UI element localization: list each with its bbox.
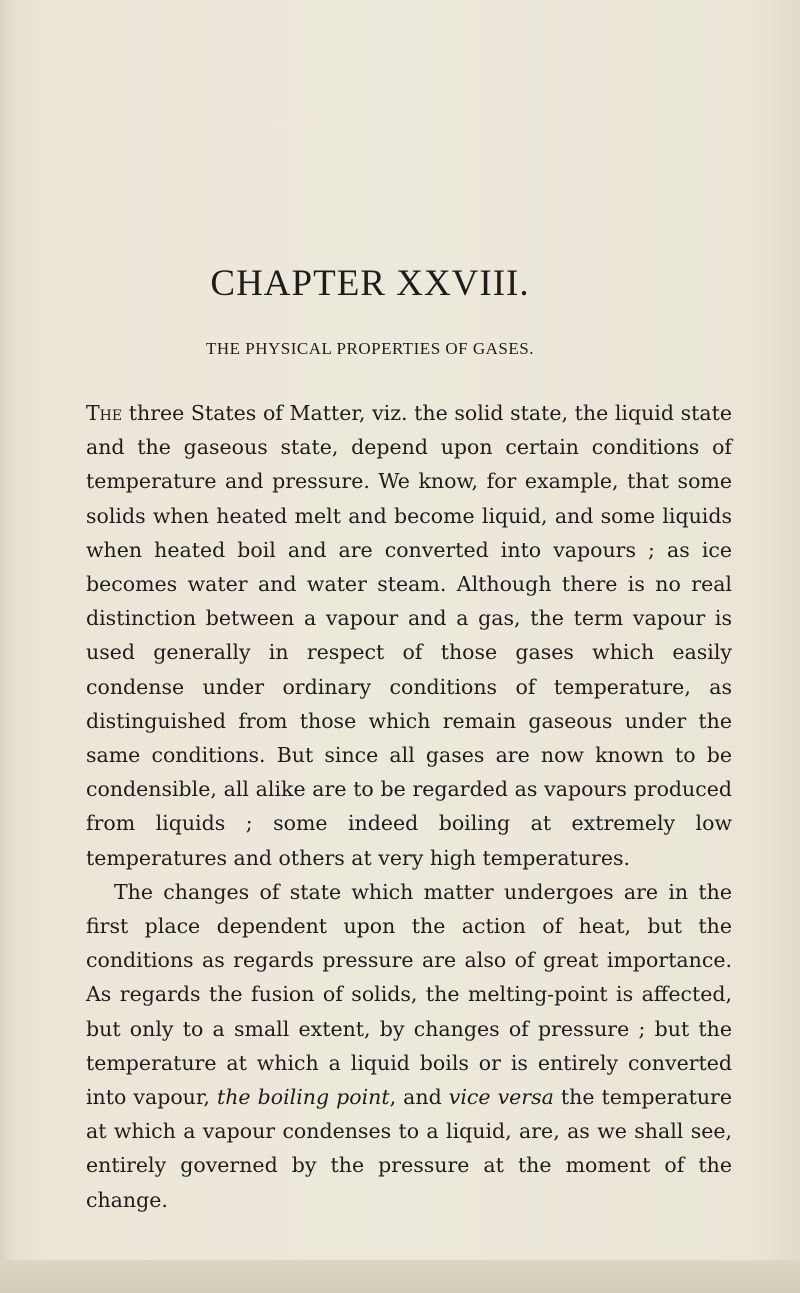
paragraph-1 <box>86 396 732 875</box>
paragraph-text: The changes of state which matter undergoes are in the first place dependent upon the action of heat, but the conditions as regards pressure are also of great importance. As regards the fusion of solids, the melting-point is affected, but only to a small extent, by changes of pressure ; but the temperature at which a liquid boils or is entirely converted into vapour, <box>86 879 732 1110</box>
chapter-subtitle: THE PHYSICAL PROPERTIES OF GASES. <box>206 339 534 358</box>
paragraph-opening-word: The <box>86 401 123 425</box>
italic-term-boiling-point: the boiling point <box>216 1085 390 1110</box>
chapter-title: CHAPTER XXVIII. <box>210 263 530 304</box>
paragraph-text: three States of Matter, viz. the solid state, the liquid state and the gaseous state, depend upon certain conditions of temperature and pressure. We know, for example, that some solids when heated melt and become liquid, and some liquids when heated boil and are converted into vapours ; as ice becomes water and water steam. Although there is no real distinction between a vapour and a gas, the term vapour is used generally in respect of those gases which easily condense under ordinary conditions of temperature, as distinguished from those which remain gaseous under the same conditions. But since all gases are now known to be condensible, all alike are to be regarded as vapours produced from liquids ; some indeed boiling at extremely low temperatures and others at very high temperatures. <box>86 401 732 870</box>
paragraph-text: the temperature at which a vapour condenses to a liquid, are, as we shall see, entirely governed by the pressure at the moment of the change. <box>86 1085 732 1212</box>
paragraph-text: , and <box>389 1085 449 1110</box>
paragraph-2 <box>86 875 732 1217</box>
chapter-body <box>86 396 732 1217</box>
page-gutter-shadow <box>0 0 14 1293</box>
page-bottom-edge <box>0 1260 800 1293</box>
italic-term-vice-versa: vice versa <box>448 1085 554 1110</box>
